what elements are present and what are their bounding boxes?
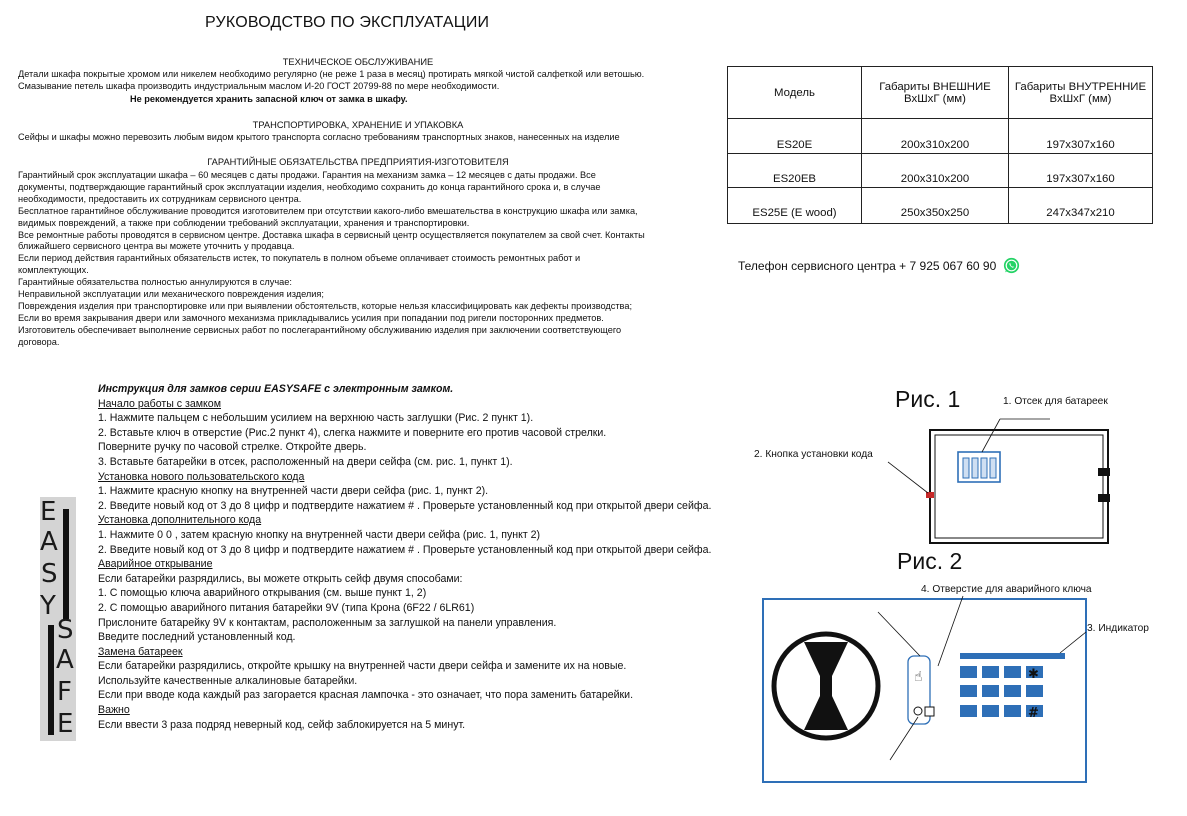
logo-letter-f: F	[57, 677, 72, 707]
logo-letter-s: S	[41, 559, 58, 589]
handle-dial	[774, 634, 878, 738]
transport-heading: ТРАНСПОРТИРОВКА, ХРАНЕНИЕ И УПАКОВКА	[252, 120, 464, 130]
callout-line-button	[888, 462, 928, 493]
fig1-callout-button: 2. Кнопка установки кода	[754, 449, 873, 460]
instr-line: 2. Введите новый код от 3 до 8 цифр и подтвердите нажатием # . Проверьте установленный код при открытой двери сейфа.	[98, 543, 712, 556]
instr-line: Используйте качественные алкалиновые батарейки.	[98, 674, 358, 687]
service-phone	[738, 257, 1020, 274]
indicator-bar	[960, 653, 1065, 659]
spec-header-outer	[862, 67, 1009, 119]
keypad-key[interactable]	[960, 705, 977, 717]
maintenance-line-2: Смазывание петель шкафа производить индустриальным маслом И-20 ГОСТ 20799-88 по мере необходимости.	[18, 81, 500, 91]
page-title: РУКОВОДСТВО ПО ЭКСПЛУАТАЦИИ	[205, 14, 490, 31]
spec-cell-model: ES25E (E wood)	[728, 188, 862, 224]
warranty-line: Если во время закрывания двери или замочного механизма прикладывались усилия при попадании под ригели посторонних предметов.	[18, 312, 604, 323]
warranty-line: Повреждения изделия при транспортировке или при выявлении обстоятельств, которые нельзя классифицировать как дефекты производства;	[18, 300, 632, 311]
instr-line: Если ввести 3 раза подряд неверный код, сейф заблокируется на 5 минут.	[98, 718, 466, 731]
safe-door-outline	[930, 430, 1108, 543]
spec-cell-inner: 197x307x160	[1009, 119, 1153, 154]
instr-line: 2. Вставьте ключ в отверстие (Рис.2 пункт 4), слегка нажмите и поверните его против часовой стрелки.	[98, 426, 607, 439]
warranty-line: Все ремонтные работы проводятся в сервисном центре. Доставка шкафа в сервисный центр осуществляется покупателем за свой счет. Контакты	[18, 229, 645, 240]
instr-line: Если при вводе кода каждый раз загорается красная лампочка - это означает, что пора заменить батарейки.	[98, 689, 634, 702]
instr-heading-batteries: Замена батареек	[98, 645, 183, 658]
instr-line: Если батарейки разрядились, откройте крышку на внутренней части двери сейфа и замените их на новые.	[98, 660, 627, 673]
power-contact-right	[925, 707, 934, 716]
hinge-top	[1098, 468, 1110, 476]
fig2-label: Рис. 2	[897, 548, 963, 574]
spec-cell-model: ES20E	[728, 119, 862, 154]
instr-line: 2. Введите новый код от 3 до 8 цифр и подтвердите нажатием # . Проверьте установленный код при открытой двери сейфа.	[98, 499, 712, 512]
spec-cell-inner: 197x307x160	[1009, 154, 1153, 188]
instr-heading-important: Важно	[98, 704, 130, 717]
keypad-key[interactable]	[1004, 705, 1021, 717]
logo-letter-a2: A	[56, 645, 74, 675]
warranty-line: Гарантийные обязательства полностью аннулируются в случае:	[18, 277, 292, 288]
instr-line: 1. С помощью ключа аварийного открывания (см. выше пункт 1, 2)	[98, 587, 427, 600]
warranty-text	[18, 170, 708, 349]
fig2-callout-keyhole: 4. Отверстие для аварийного ключа	[921, 584, 1092, 595]
instr-line: Если батарейки разрядились, вы можете открыть сейф двумя способами:	[98, 572, 463, 585]
logo-letter-s2: S	[57, 615, 74, 645]
warranty-line: Бесплатное гарантийное обслуживание проводится изготовителем при отсутствии какого-либо вмешательства в конструкцию шкафа или замка,	[18, 205, 638, 216]
instr-line: Поверните ручку по часовой стрелке. Откройте дверь.	[98, 441, 367, 454]
instr-heading-new-code: Установка нового пользовательского кода	[98, 470, 305, 483]
spec-header-model: Модель	[728, 67, 862, 119]
instr-line: 1. Нажмите красную кнопку на внутренней части двери сейфа (рис. 1, пункт 2).	[98, 485, 489, 498]
hinge-bottom	[1098, 494, 1110, 502]
fig1-label: Рис. 1	[895, 386, 961, 412]
logo-letter-y: Y	[40, 591, 56, 621]
battery-compartment	[958, 452, 1000, 482]
spec-header-inner	[1009, 67, 1153, 119]
instr-heading-emergency: Аварийное открывание	[98, 558, 213, 571]
instructions-title	[98, 382, 711, 397]
warranty-line: Изготовитель обеспечивает выполнение сервисных работ по послегарантийному обслуживанию изделия при заключении соответствующего	[18, 324, 622, 335]
hash-key-label: #	[1028, 706, 1039, 721]
instr-line: 2. С помощью аварийного питания батарейки 9V (типа Крона (6F22 / 6LR61)	[98, 601, 475, 614]
maintenance-warning: Не рекомендуется хранить запасной ключ от замка в шкафу.	[130, 94, 408, 104]
hand-icon: ☝	[914, 669, 923, 685]
keypad-key[interactable]	[982, 705, 999, 717]
keypad-key[interactable]	[982, 666, 999, 678]
instr-line: Прислоните батарейку 9V к контактам, расположенным за заглушкой на панели управления.	[98, 616, 557, 629]
table-row	[728, 188, 1153, 224]
fig2-diagram	[760, 590, 1090, 786]
table-row	[728, 119, 1153, 154]
keypad-key[interactable]	[1004, 685, 1021, 697]
fig1-diagram	[880, 405, 1120, 545]
warranty-line: договора.	[18, 336, 60, 347]
instructions	[98, 382, 711, 732]
warranty-line: Неправильной эксплуатации или механического повреждения изделия;	[18, 289, 324, 300]
spec-header-outer-line1: Габариты ВНЕШНИЕ	[879, 80, 991, 93]
transport-line-1: Сейфы и шкафы можно перевозить любым видом крытого транспорта согласно требованиям транспортных знаков, нанесенных на изделие	[18, 132, 620, 142]
warranty-heading: ГАРАНТИЙНЫЕ ОБЯЗАТЕЛЬСТВА ПРЕДПРИЯТИЯ-ИЗГОТОВИТЕЛЯ	[207, 157, 509, 167]
spec-cell-inner: 247x347x210	[1009, 188, 1153, 224]
instr-line: 1. Нажмите пальцем с небольшим усилием на верхнюю часть заглушки (Рис. 2 пункт 1).	[98, 412, 534, 425]
logo-letter-a: A	[40, 527, 58, 557]
instr-line: 1. Нажмите 0 0 , затем красную кнопку на внутренней части двери сейфа (рис. 1, пункт 2)	[98, 528, 541, 541]
easysafe-logo	[40, 497, 76, 741]
instr-line: 3. Вставьте батарейки в отсек, расположенный на двери сейфа (см. рис. 1, пункт 1).	[98, 455, 513, 468]
table-row	[728, 154, 1153, 188]
logo-letter-e: E	[40, 497, 57, 527]
spec-cell-outer: 250x350x250	[862, 188, 1009, 224]
warranty-line: комплектующих.	[18, 265, 89, 276]
whatsapp-icon	[1003, 257, 1020, 274]
logo-bar-bottom	[48, 625, 54, 735]
fig1-callout-battery: 1. Отсек для батареек	[1003, 396, 1108, 407]
warranty-line: Если период действия гарантийных обязательств истек, то покупатель в полном объеме оплачивает стоимость ремонтных работ и	[18, 253, 581, 264]
warranty-line: Гарантийный срок эксплуатации шкафа – 60 месяцев с даты продажи. Гарантия на механизм замка – 12 месяцев с даты продажи. Все	[18, 170, 596, 180]
warranty-line: ближайшего сервисного центра вы можете уточнить у продавца.	[18, 241, 295, 252]
maintenance-line-1: Детали шкафа покрытые хромом или никелем необходимо регулярно (не реже 1 раза в месяц) протирать мягкой чистой салфеткой или ветошью.	[18, 69, 645, 79]
warranty-line: видимых повреждений, а также при соблюдении требований эксплуатации, хранения и транспортировки.	[18, 217, 470, 228]
service-phone-text: Телефон сервисного центра + 7 925 067 60 90	[738, 258, 997, 273]
spec-table-header-row	[728, 67, 1153, 119]
power-contact-left	[914, 707, 922, 715]
spec-table	[727, 66, 1153, 224]
spec-cell-model: ES20EB	[728, 154, 862, 188]
fig2-callout-indicator: 3. Индикатор	[1087, 623, 1149, 634]
logo-letter-e2: E	[57, 709, 74, 739]
keypad-key[interactable]	[982, 685, 999, 697]
keypad-key[interactable]	[1026, 685, 1043, 697]
spec-cell-outer: 200x310x200	[862, 154, 1009, 188]
keypad-key[interactable]	[960, 666, 977, 678]
spec-header-inner-line1: Габариты ВНУТРЕННИЕ	[1014, 80, 1147, 93]
instr-heading-start: Начало работы с замком	[98, 397, 221, 410]
red-code-button[interactable]	[926, 492, 934, 498]
instructions-title-text: Инструкция для замков серии EASYSAFE с электронным замком.	[98, 383, 454, 395]
warranty-line: необходимости, предоставить их сотрудникам сервисного центра.	[18, 193, 302, 204]
keypad-key[interactable]	[960, 685, 977, 697]
spec-cell-outer: 200x310x200	[862, 119, 1009, 154]
instr-heading-extra-code: Установка дополнительного кода	[98, 514, 262, 527]
instr-line: Введите последний установленный код.	[98, 631, 296, 644]
spec-header-inner-line2: ВхШхГ (мм)	[1049, 92, 1112, 105]
keypad-key[interactable]	[1004, 666, 1021, 678]
logo-bar-top	[63, 509, 69, 619]
warranty-line: документы, подтверждающие гарантийный срок эксплуатации изделия, необходимо сохранить до конца гарантийного срока и, в случае	[18, 181, 601, 192]
maintenance-heading: ТЕХНИЧЕСКОЕ ОБСЛУЖИВАНИЕ	[282, 57, 434, 67]
spec-header-outer-line2: ВхШхГ (мм)	[904, 92, 966, 105]
star-key-label: ✱	[1028, 667, 1039, 682]
